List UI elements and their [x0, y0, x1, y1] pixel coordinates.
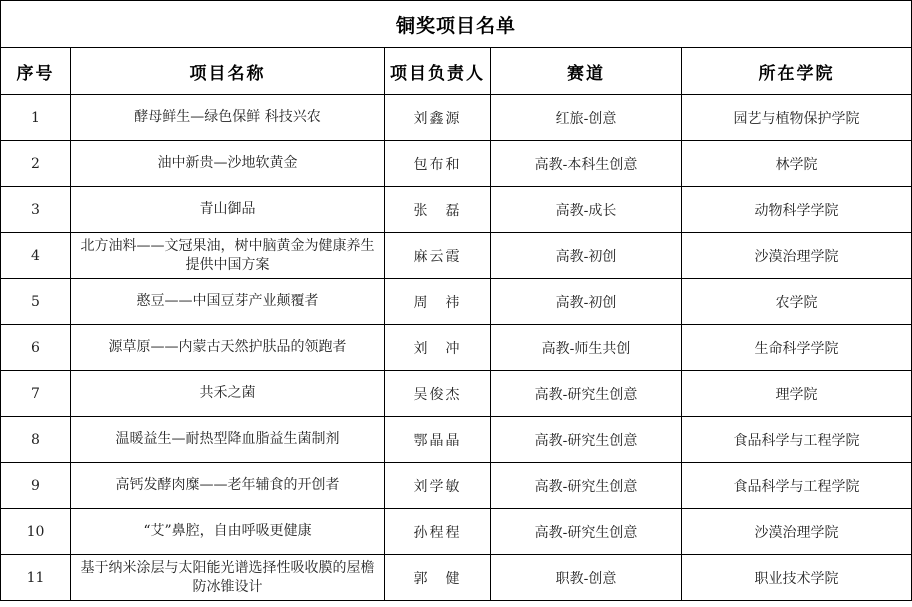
cell-leader[interactable]: 刘鑫源 [385, 95, 491, 141]
cell-project[interactable]: 源草原——内蒙古天然护肤品的领跑者 [71, 325, 385, 371]
table-row [1, 141, 912, 187]
cell-project[interactable]: 共禾之菌 [71, 371, 385, 417]
cell-track[interactable]: 高教-研究生创意 [491, 417, 682, 463]
cell-leader[interactable]: 周 祎 [385, 279, 491, 325]
cell-project[interactable]: 油中新贵—沙地软黄金 [71, 141, 385, 187]
cell-index[interactable]: 10 [1, 509, 71, 555]
cell-leader[interactable]: 麻云霞 [385, 233, 491, 279]
cell-leader[interactable]: 孙程程 [385, 509, 491, 555]
table-row [1, 555, 912, 601]
cell-track[interactable]: 高教-师生共创 [491, 325, 682, 371]
cell-index[interactable]: 1 [1, 95, 71, 141]
cell-project[interactable]: 北方油料——文冠果油，树中脑黄金为健康养生提供中国方案 [71, 233, 385, 279]
cell-college[interactable]: 沙漠治理学院 [682, 509, 912, 555]
cell-index[interactable]: 5 [1, 279, 71, 325]
cell-index[interactable]: 8 [1, 417, 71, 463]
table-row [1, 95, 912, 141]
header-index[interactable]: 序号 [1, 48, 71, 95]
header-college[interactable]: 所在学院 [682, 48, 912, 95]
cell-index[interactable]: 7 [1, 371, 71, 417]
cell-leader[interactable]: 张 磊 [385, 187, 491, 233]
cell-index[interactable]: 2 [1, 141, 71, 187]
cell-leader[interactable]: 刘 冲 [385, 325, 491, 371]
cell-leader[interactable]: 郭 健 [385, 555, 491, 601]
cell-project[interactable]: 基于纳米涂层与太阳能光谱选择性吸收膜的屋檐防冰锥设计 [71, 555, 385, 601]
table-row [1, 325, 912, 371]
cell-project[interactable]: 憨豆——中国豆芽产业颠覆者 [71, 279, 385, 325]
cell-track[interactable]: 高教-研究生创意 [491, 371, 682, 417]
cell-index[interactable]: 6 [1, 325, 71, 371]
cell-college[interactable]: 理学院 [682, 371, 912, 417]
table-row [1, 371, 912, 417]
header-leader[interactable]: 项目负责人 [385, 48, 491, 95]
cell-track[interactable]: 高教-研究生创意 [491, 509, 682, 555]
cell-track[interactable]: 高教-本科生创意 [491, 141, 682, 187]
cell-project[interactable]: 酵母鲜生—绿色保鲜 科技兴农 [71, 95, 385, 141]
table-row [1, 233, 912, 279]
table-row [1, 187, 912, 233]
cell-project[interactable]: 温暖益生—耐热型降血脂益生菌制剂 [71, 417, 385, 463]
cell-college[interactable]: 食品科学与工程学院 [682, 463, 912, 509]
cell-college[interactable]: 职业技术学院 [682, 555, 912, 601]
header-row [1, 48, 912, 95]
cell-track[interactable]: 高教-研究生创意 [491, 463, 682, 509]
cell-track[interactable]: 高教-成长 [491, 187, 682, 233]
cell-college[interactable]: 沙漠治理学院 [682, 233, 912, 279]
cell-college[interactable]: 林学院 [682, 141, 912, 187]
cell-college[interactable]: 园艺与植物保护学院 [682, 95, 912, 141]
table-row [1, 463, 912, 509]
cell-index[interactable]: 9 [1, 463, 71, 509]
cell-track[interactable]: 红旅-创意 [491, 95, 682, 141]
header-track[interactable]: 赛道 [491, 48, 682, 95]
cell-college[interactable]: 动物科学学院 [682, 187, 912, 233]
cell-project[interactable]: “艾”鼻腔，自由呼吸更健康 [71, 509, 385, 555]
cell-leader[interactable]: 刘学敏 [385, 463, 491, 509]
cell-project[interactable]: 高钙发酵肉糜——老年辅食的开创者 [71, 463, 385, 509]
cell-leader[interactable]: 包布和 [385, 141, 491, 187]
table-row [1, 417, 912, 463]
table-title[interactable]: 铜奖项目名单 [1, 1, 912, 48]
cell-track[interactable]: 职教-创意 [491, 555, 682, 601]
cell-college[interactable]: 农学院 [682, 279, 912, 325]
cell-index[interactable]: 4 [1, 233, 71, 279]
cell-index[interactable]: 3 [1, 187, 71, 233]
cell-college[interactable]: 食品科学与工程学院 [682, 417, 912, 463]
cell-track[interactable]: 高教-初创 [491, 233, 682, 279]
table-row [1, 279, 912, 325]
cell-index[interactable]: 11 [1, 555, 71, 601]
cell-leader[interactable]: 吴俊杰 [385, 371, 491, 417]
table-row [1, 509, 912, 555]
cell-project[interactable]: 青山御品 [71, 187, 385, 233]
cell-track[interactable]: 高教-初创 [491, 279, 682, 325]
cell-leader[interactable]: 鄂晶晶 [385, 417, 491, 463]
header-project[interactable]: 项目名称 [71, 48, 385, 95]
title-row [1, 1, 912, 48]
cell-college[interactable]: 生命科学学院 [682, 325, 912, 371]
